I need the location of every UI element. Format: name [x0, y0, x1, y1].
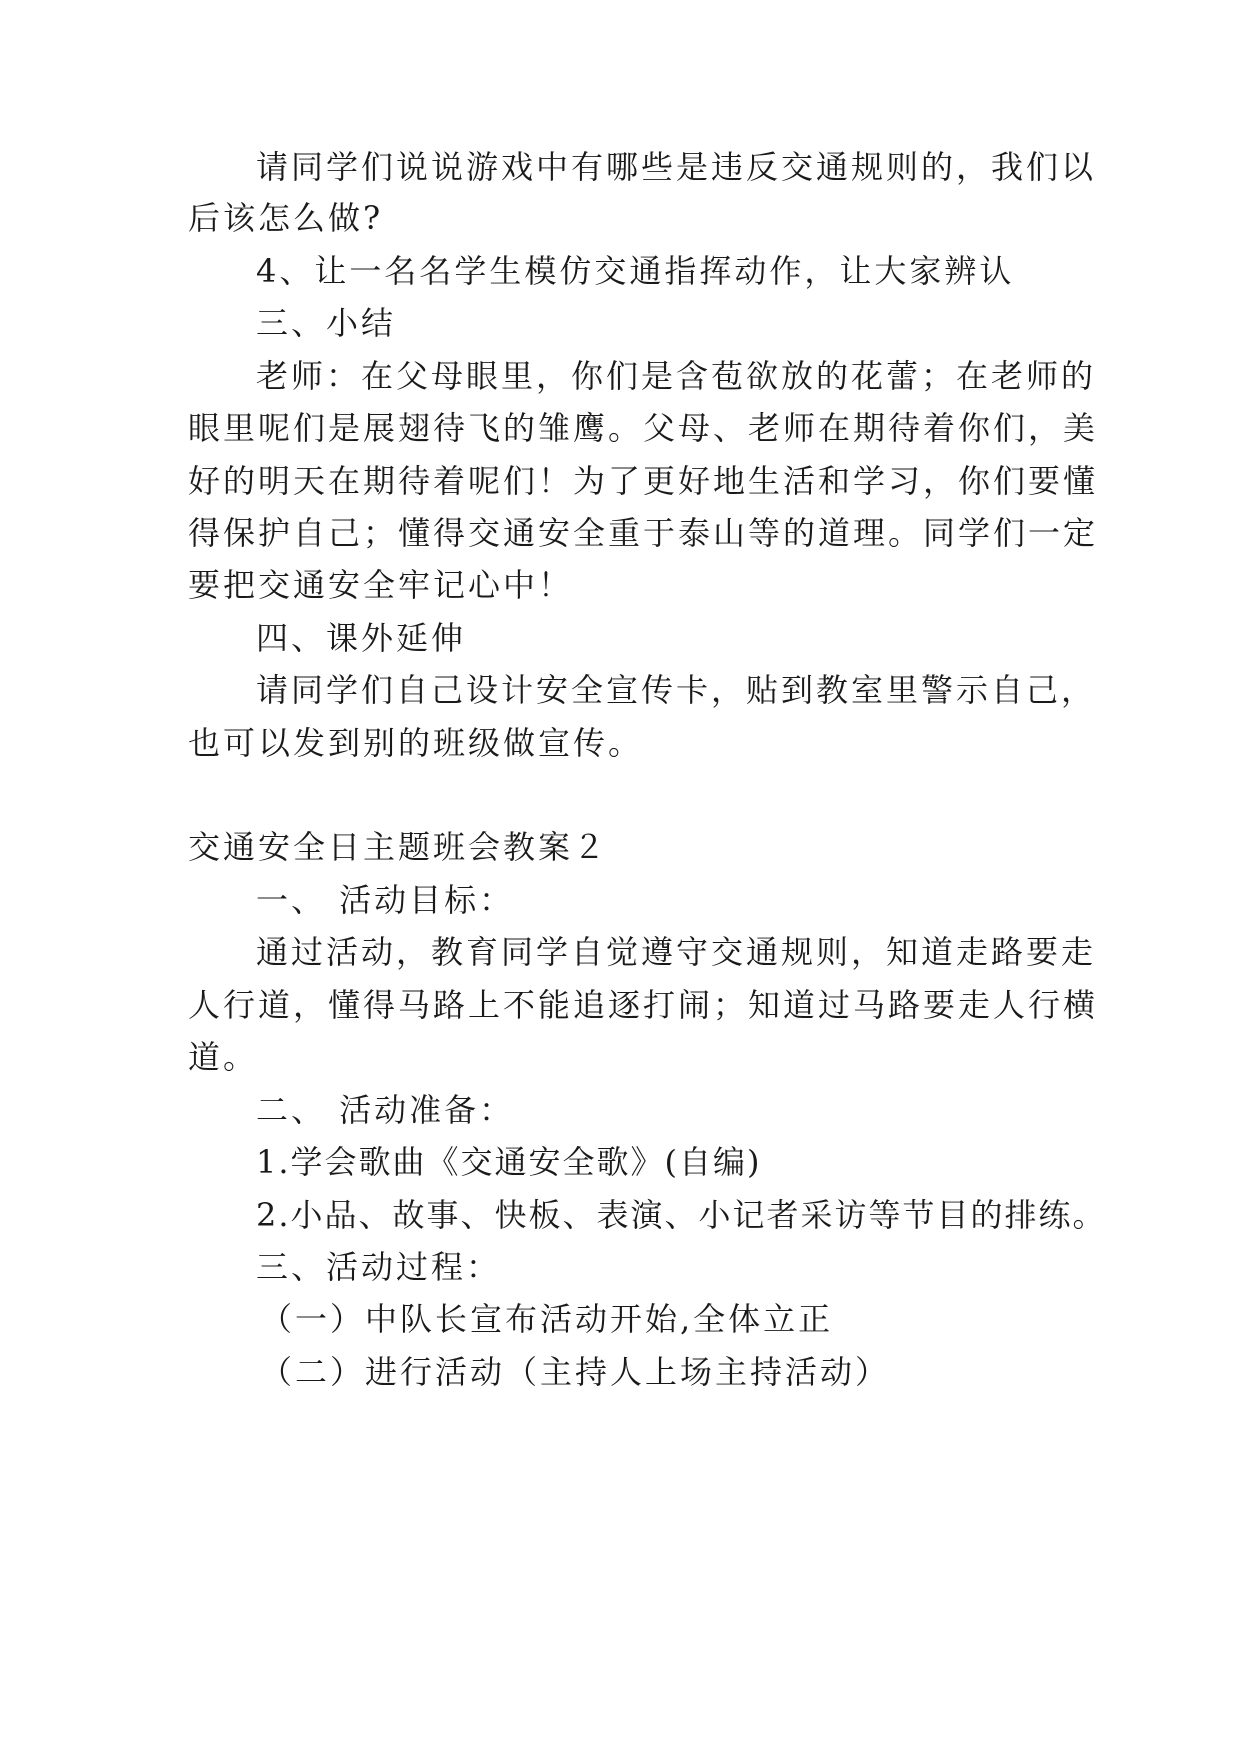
paragraph-line: 请同学们说说游戏中有哪些是违反交通规则的，我们以	[256, 148, 1097, 186]
paragraph-line: 要把交通安全牢记心中！	[188, 566, 574, 604]
list-item: 2.小品、故事、快板、表演、小记者采访等节目的排练。	[256, 1196, 1107, 1234]
section-heading: 四、课外延伸	[256, 619, 467, 657]
section-heading: 三、活动过程：	[256, 1248, 502, 1286]
paragraph-line: 得保护自己；懂得交通安全重于泰山等的道理。同学们一定	[188, 514, 1099, 552]
list-item: 1.学会歌曲《交通安全歌》(自编)	[256, 1143, 762, 1181]
paragraph-line: 后该怎么做?	[188, 199, 384, 237]
paragraph-line: 请同学们自己设计安全宣传卡，贴到教室里警示自己，	[256, 671, 1097, 709]
document-title: 交通安全日主题班会教案２	[188, 828, 609, 866]
paragraph-line: 老师：在父母眼里，你们是含苞欲放的花蕾；在老师的	[256, 357, 1097, 395]
paragraph-line: 眼里呢们是展翅待飞的雏鹰。父母、老师在期待着你们，美	[188, 409, 1099, 447]
section-heading: 三、小结	[256, 304, 397, 342]
paragraph-line: 也可以发到别的班级做宣传。	[188, 724, 644, 762]
section-heading: 二、 活动准备：	[256, 1091, 515, 1129]
list-item: （一）中队长宣布活动开始,全体立正	[260, 1300, 834, 1338]
list-item: 4、让一名名学生模仿交通指挥动作，让大家辨认	[256, 252, 1015, 290]
section-heading: 一、 活动目标：	[256, 881, 515, 919]
paragraph-line: 人行道，懂得马路上不能追逐打闹；知道过马路要走人行横	[188, 986, 1099, 1024]
paragraph-line: 道。	[188, 1038, 259, 1076]
paragraph-line: 好的明天在期待着呢们！为了更好地生活和学习，你们要懂	[188, 462, 1099, 500]
paragraph-line: 通过活动，教育同学自觉遵守交通规则，知道走路要走	[256, 933, 1097, 971]
list-item: （二）进行活动（主持人上场主持活动）	[260, 1353, 891, 1391]
